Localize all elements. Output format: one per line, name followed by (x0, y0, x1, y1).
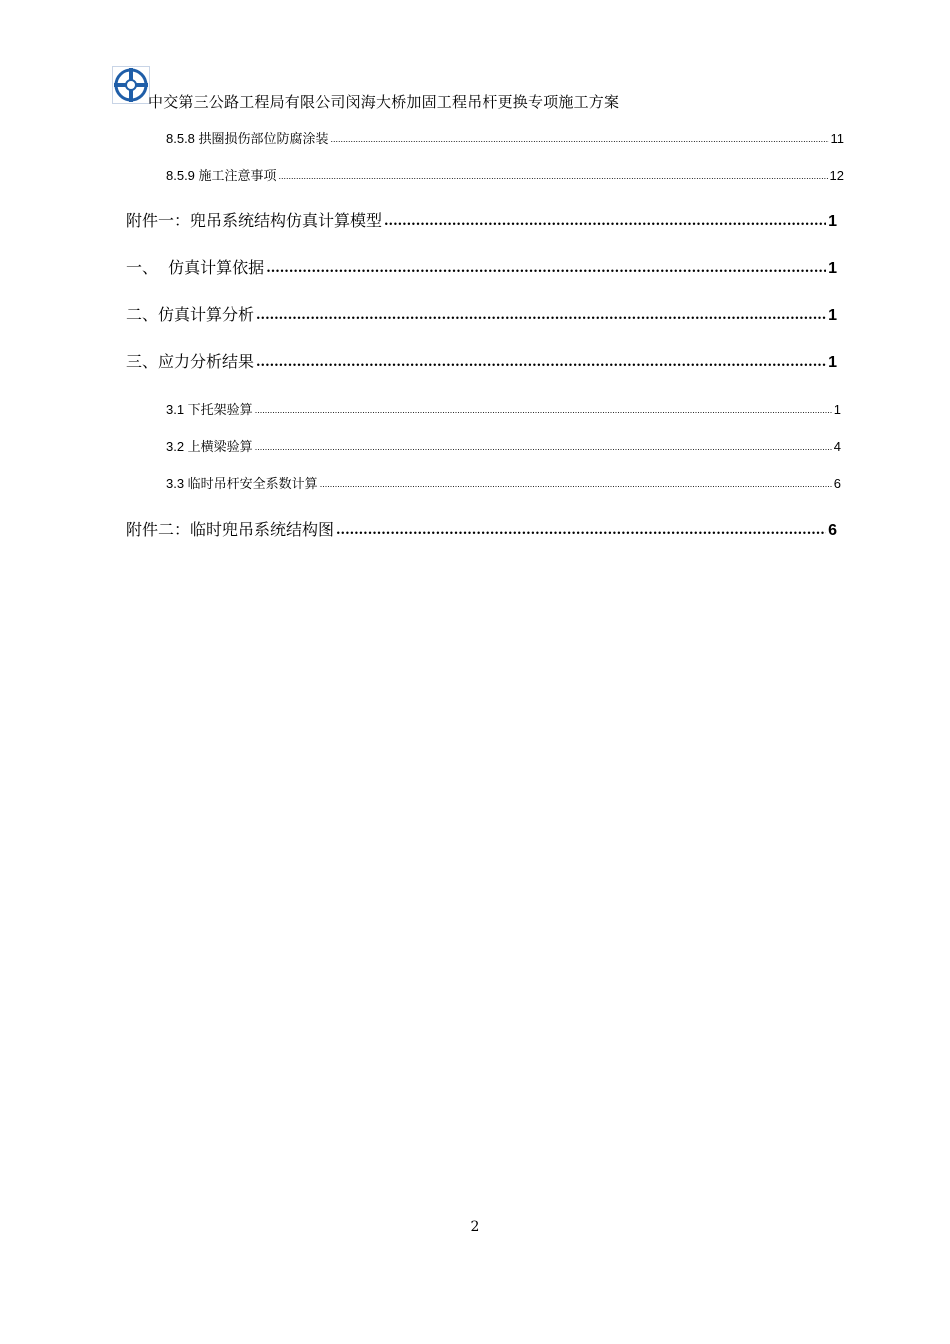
toc-entry[interactable] (166, 128, 844, 147)
toc-entry-label: 一、 仿真计算依据 (126, 258, 265, 277)
toc-entry[interactable] (166, 399, 841, 418)
toc-leader (255, 442, 832, 452)
toc-entry-label: 8.5.9 施工注意事项 (166, 168, 277, 183)
toc-entry-label: 附件一：兜吊系统结构仿真计算模型 (126, 211, 383, 230)
toc-entry[interactable] (126, 349, 837, 372)
toc-leader (255, 405, 832, 415)
toc-leader (384, 214, 826, 229)
toc-entry-label: 三、应力分析结果 (126, 352, 255, 371)
toc-entry-page: 1 (828, 260, 837, 277)
toc-entry-page: 4 (833, 439, 841, 454)
toc-entry-label: 3.1 下托架验算 (166, 402, 253, 417)
toc-leader (336, 523, 826, 538)
toc-entry-page: 12 (829, 168, 844, 183)
document-title: 中交第三公路工程局有限公司闵海大桥加固工程吊杆更换专项施工方案 (148, 93, 620, 111)
toc-entry[interactable] (166, 436, 841, 455)
toc-entry-label: 附件二：临时兜吊系统结构图 (126, 520, 335, 539)
toc-entry-page: 1 (828, 307, 837, 324)
toc-leader (320, 479, 832, 489)
toc-leader (266, 261, 826, 276)
toc-entry[interactable] (166, 473, 841, 492)
toc-entry-page: 6 (828, 522, 837, 539)
page-number: 2 (470, 1219, 480, 1235)
toc-entry[interactable] (126, 255, 837, 278)
toc-leader (256, 355, 826, 370)
toc-entry-label: 3.3 临时吊杆安全系数计算 (166, 476, 318, 491)
toc-entry[interactable] (126, 517, 837, 540)
toc-entry-page: 1 (833, 402, 841, 417)
toc-leader (256, 308, 826, 323)
toc-entry-label: 二、仿真计算分析 (126, 305, 255, 324)
toc-entry-page: 1 (828, 213, 837, 230)
page-header (112, 66, 672, 110)
company-logo-icon (112, 66, 150, 104)
toc-entry-page: 6 (833, 476, 841, 491)
toc-entry[interactable] (166, 165, 844, 184)
toc-entry-label: 8.5.8 拱圈损伤部位防腐涂装 (166, 131, 329, 146)
toc-entry-label: 3.2 上横梁验算 (166, 439, 253, 454)
toc-entry[interactable] (126, 208, 837, 231)
toc-entry-page: 1 (828, 354, 837, 371)
toc-leader (279, 171, 828, 181)
toc-leader (331, 134, 829, 144)
toc-entry-page: 11 (830, 131, 844, 146)
toc-entry[interactable] (126, 302, 837, 325)
